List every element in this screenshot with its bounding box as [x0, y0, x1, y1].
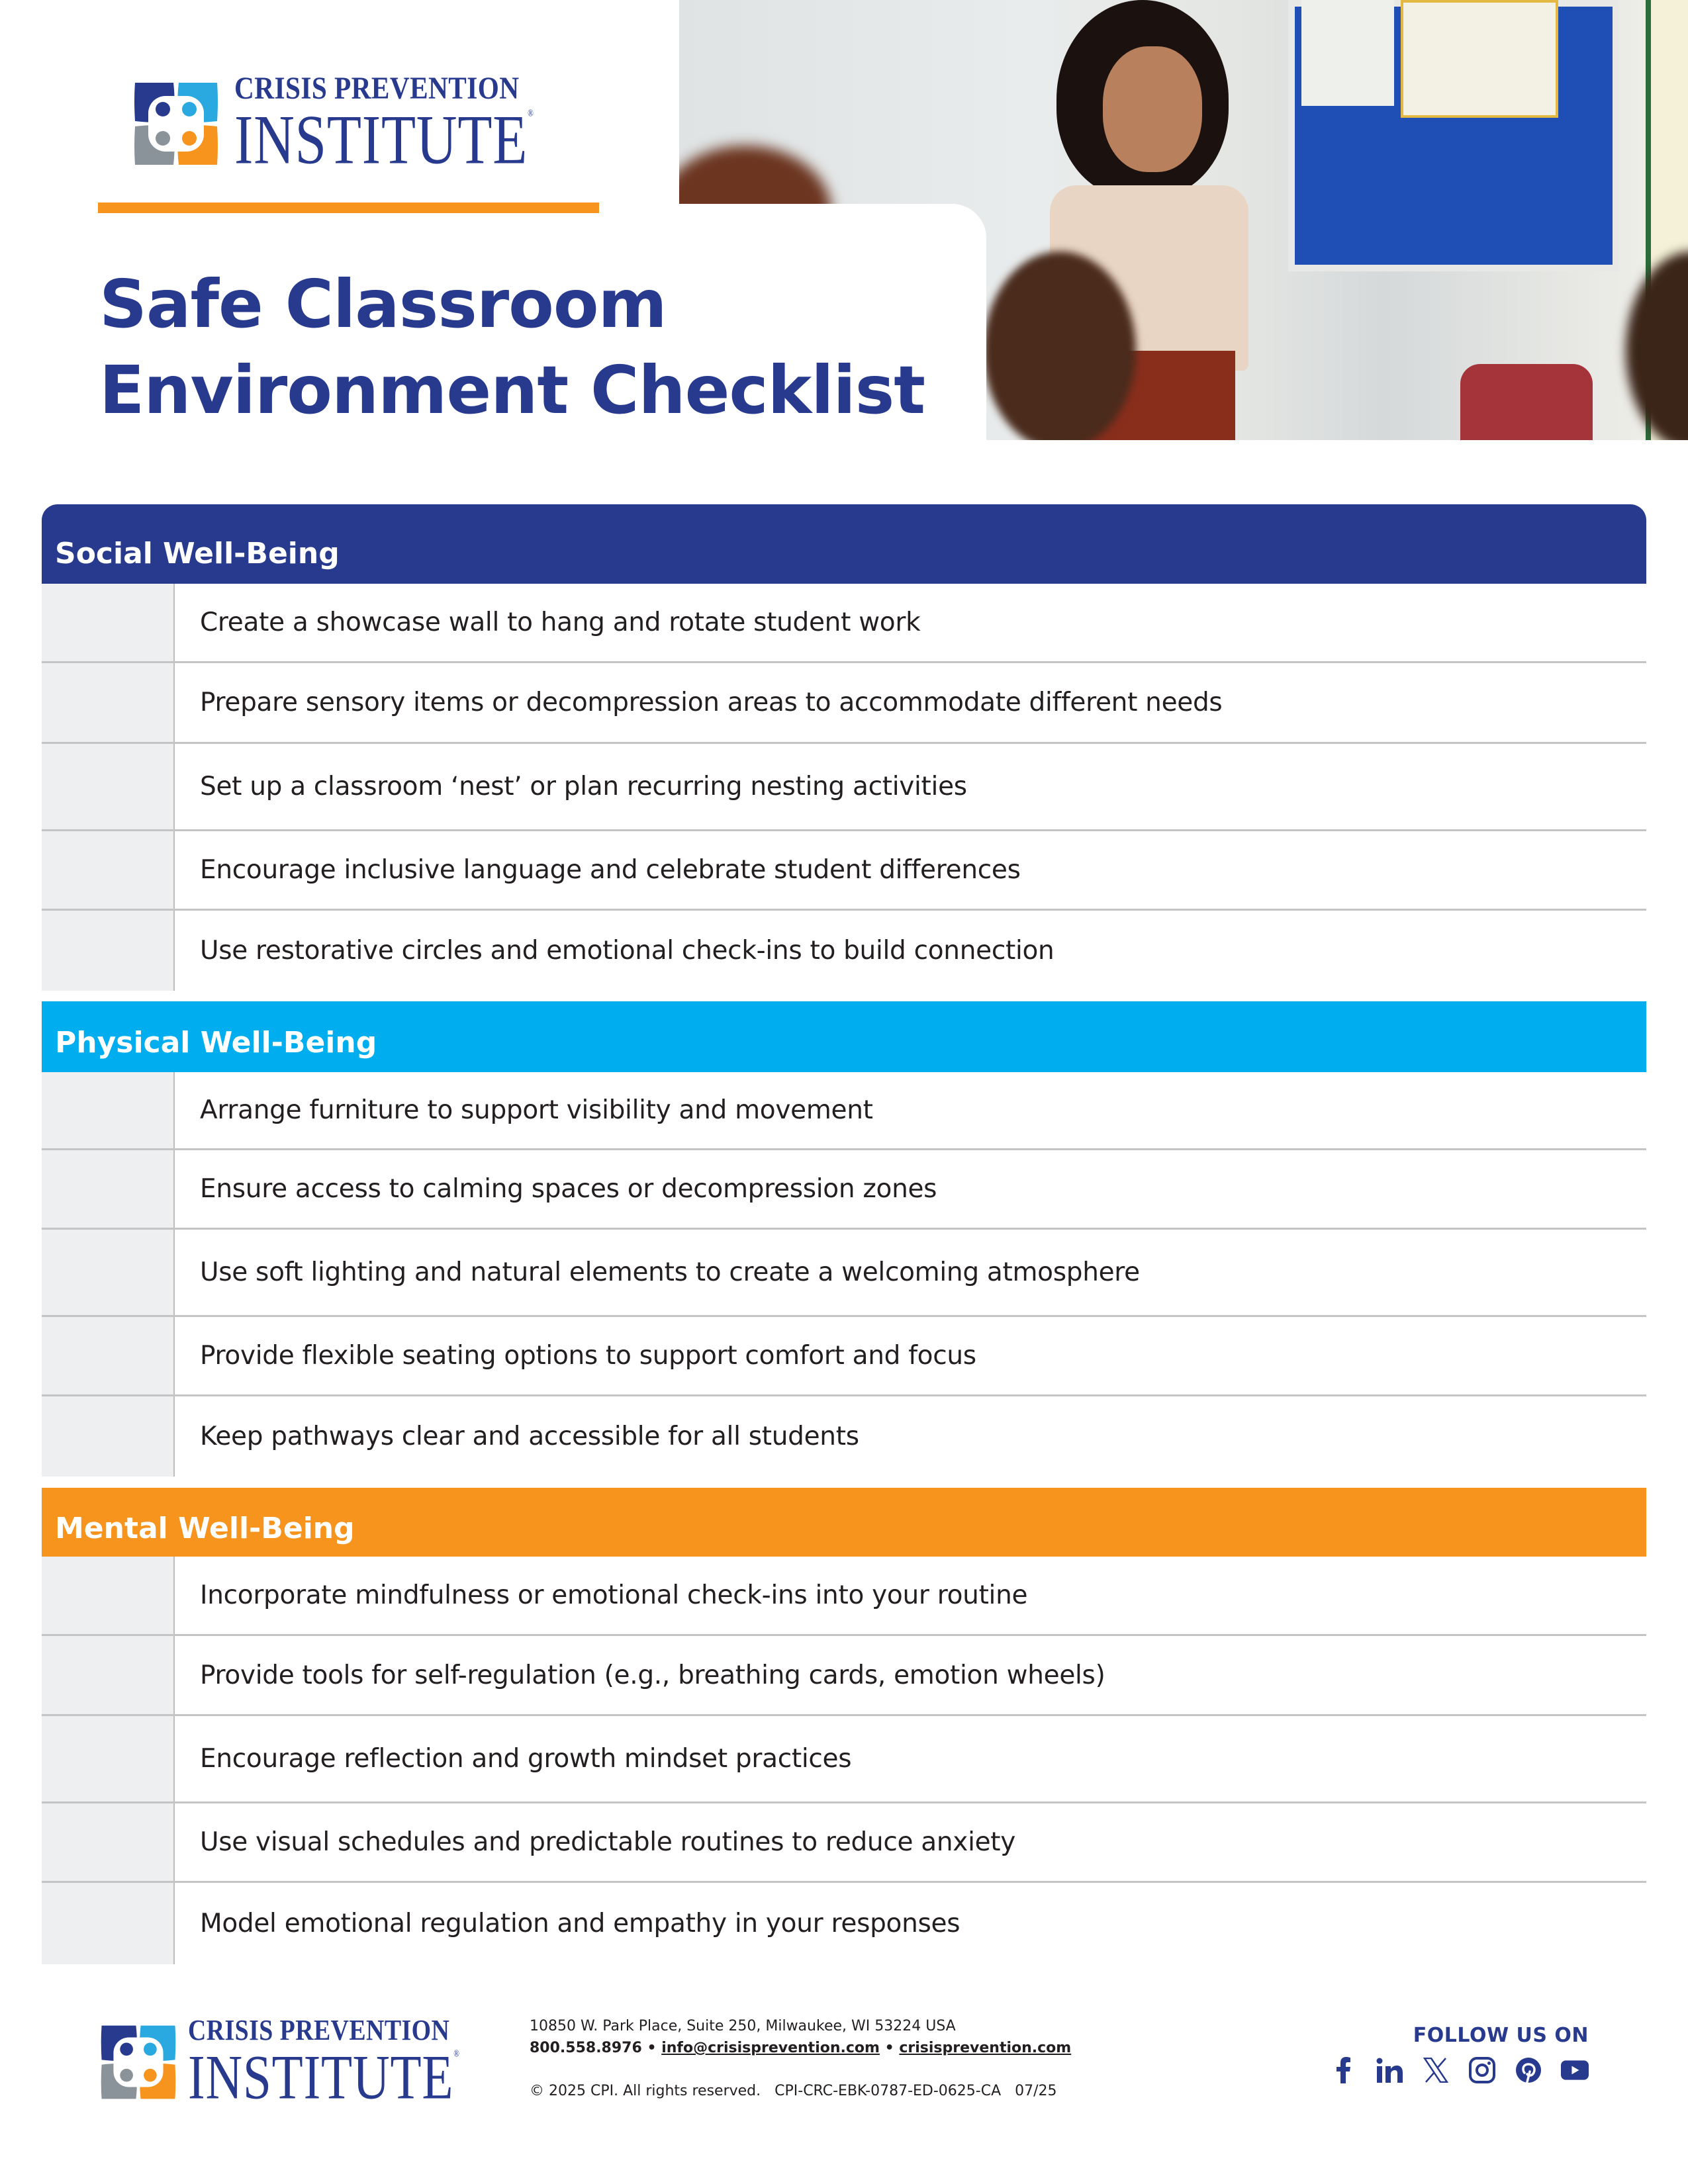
footer-website-link[interactable]: crisisprevention.com [899, 2040, 1072, 2056]
footer-cpi-logo [99, 2014, 520, 2113]
footer-phone[interactable]: 800.558.8976 [530, 2040, 642, 2056]
checklist-item-label: Keep pathways clear and accessible for all students [200, 1422, 859, 1451]
checklist-row[interactable] [42, 1803, 1646, 1883]
brand-name-line1: CRISIS PREVENTION [234, 71, 520, 106]
checkbox[interactable] [42, 584, 175, 661]
checklist-row[interactable] [42, 1557, 1646, 1636]
brand-name-line2: INSTITUTE [234, 101, 528, 179]
checklist-row[interactable] [42, 1396, 1646, 1477]
checklist-item-label: Arrange furniture to support visibility and movement [200, 1095, 873, 1125]
checkbox[interactable] [42, 1716, 175, 1801]
checklist-row[interactable] [42, 663, 1646, 744]
footer-copyright: © 2025 CPI. All rights reserved. [530, 2083, 761, 2099]
checklist-row[interactable] [42, 1150, 1646, 1230]
section-header-physical: Physical Well-Being [42, 1001, 1646, 1072]
checkbox[interactable] [42, 1150, 175, 1228]
checklist-row[interactable] [42, 911, 1646, 991]
follow-label: FOLLOW US ON [1413, 2024, 1589, 2047]
footer-date-code: 07/25 [1015, 2083, 1057, 2099]
checklist-row[interactable] [42, 1883, 1646, 1964]
checkbox[interactable] [42, 1883, 175, 1964]
registered-mark: ® [453, 2049, 460, 2060]
checkbox[interactable] [42, 663, 175, 742]
checklist-row[interactable] [42, 744, 1646, 831]
social-follow [1329, 2024, 1589, 2084]
checklist-item-label: Use visual schedules and predictable routines to reduce anxiety [200, 1827, 1016, 1857]
cpi-logo [132, 71, 600, 179]
checklist-row[interactable] [42, 1716, 1646, 1803]
cpi-logo-mark-icon [99, 2023, 177, 2101]
checklist-item-label: Use restorative circles and emotional check-ins to build connection [200, 936, 1055, 966]
checklist-item-label: Set up a classroom ‘nest’ or plan recurring nesting activities [200, 772, 967, 801]
instagram-icon[interactable] [1468, 2056, 1496, 2084]
checklist-item-label: Encourage reflection and growth mindset practices [200, 1744, 852, 1774]
checklist-row[interactable] [42, 584, 1646, 663]
checklist-item-label: Prepare sensory items or decompression areas to accommodate different needs [200, 688, 1223, 717]
page-title [99, 261, 925, 433]
checkbox[interactable] [42, 1317, 175, 1394]
youtube-icon[interactable] [1561, 2056, 1589, 2084]
linkedin-icon[interactable] [1376, 2056, 1403, 2084]
checklist-item-label: Use soft lighting and natural elements to create a welcoming atmosphere [200, 1257, 1140, 1287]
checklist-item-label: Provide flexible seating options to support comfort and focus [200, 1341, 976, 1371]
checkbox[interactable] [42, 1230, 175, 1315]
checklist-row[interactable] [42, 1317, 1646, 1396]
checklist-row[interactable] [42, 1230, 1646, 1317]
checklist-item-label: Model emotional regulation and empathy in your responses [200, 1909, 961, 1938]
checklist-item-label: Ensure access to calming spaces or decompression zones [200, 1174, 937, 1204]
checklist-row[interactable] [42, 1636, 1646, 1716]
x-icon[interactable] [1422, 2056, 1450, 2084]
title-line-1: Safe Classroom [99, 265, 667, 343]
checkbox[interactable] [42, 831, 175, 909]
brand-name-line2: INSTITUTE [188, 2042, 454, 2113]
footer-contact-info: 10850 W. Park Place, Suite 250, Milwaukee, WI 53224 USA 800.558.8976 • info@crisisprevention.com • crisisprevention.com © 2025 CPI. All rights reserved. CPI-CRC-EBK-0787-ED-0625-CA 07/25 [530, 2015, 1071, 2102]
footer-doc-code: CPI-CRC-EBK-0787-ED-0625-CA [774, 2083, 1002, 2099]
section-header-social: Social Well-Being [42, 504, 1646, 584]
checkbox[interactable] [42, 744, 175, 829]
checklist-item-label: Provide tools for self-regulation (e.g., breathing cards, emotion wheels) [200, 1660, 1105, 1690]
orange-accent-rule [98, 203, 599, 213]
checkbox[interactable] [42, 1803, 175, 1881]
checklist-row[interactable] [42, 1072, 1646, 1150]
checkbox[interactable] [42, 1072, 175, 1148]
facebook-icon[interactable] [1329, 2056, 1357, 2084]
checklist-row[interactable] [42, 831, 1646, 911]
checkbox[interactable] [42, 1557, 175, 1634]
title-line-2: Environment Checklist [99, 351, 925, 429]
checkbox[interactable] [42, 1636, 175, 1714]
checklist-item-label: Incorporate mindfulness or emotional check-ins into your routine [200, 1580, 1028, 1610]
footer-address: 10850 W. Park Place, Suite 250, Milwaukee, WI 53224 USA [530, 2018, 956, 2034]
section-header-mental: Mental Well-Being [42, 1488, 1646, 1557]
checklist-item-label: Encourage inclusive language and celebrate student differences [200, 855, 1021, 885]
checkbox[interactable] [42, 911, 175, 991]
brand-name-line1: CRISIS PREVENTION [188, 2014, 450, 2046]
checkbox[interactable] [42, 1396, 175, 1477]
footer-email-link[interactable]: info@crisisprevention.com [661, 2040, 880, 2056]
cpi-logo-mark-icon [132, 80, 220, 167]
registered-mark: ® [528, 109, 534, 119]
checklist-item-label: Create a showcase wall to hang and rotate student work [200, 608, 921, 637]
pinterest-icon[interactable] [1515, 2056, 1542, 2084]
